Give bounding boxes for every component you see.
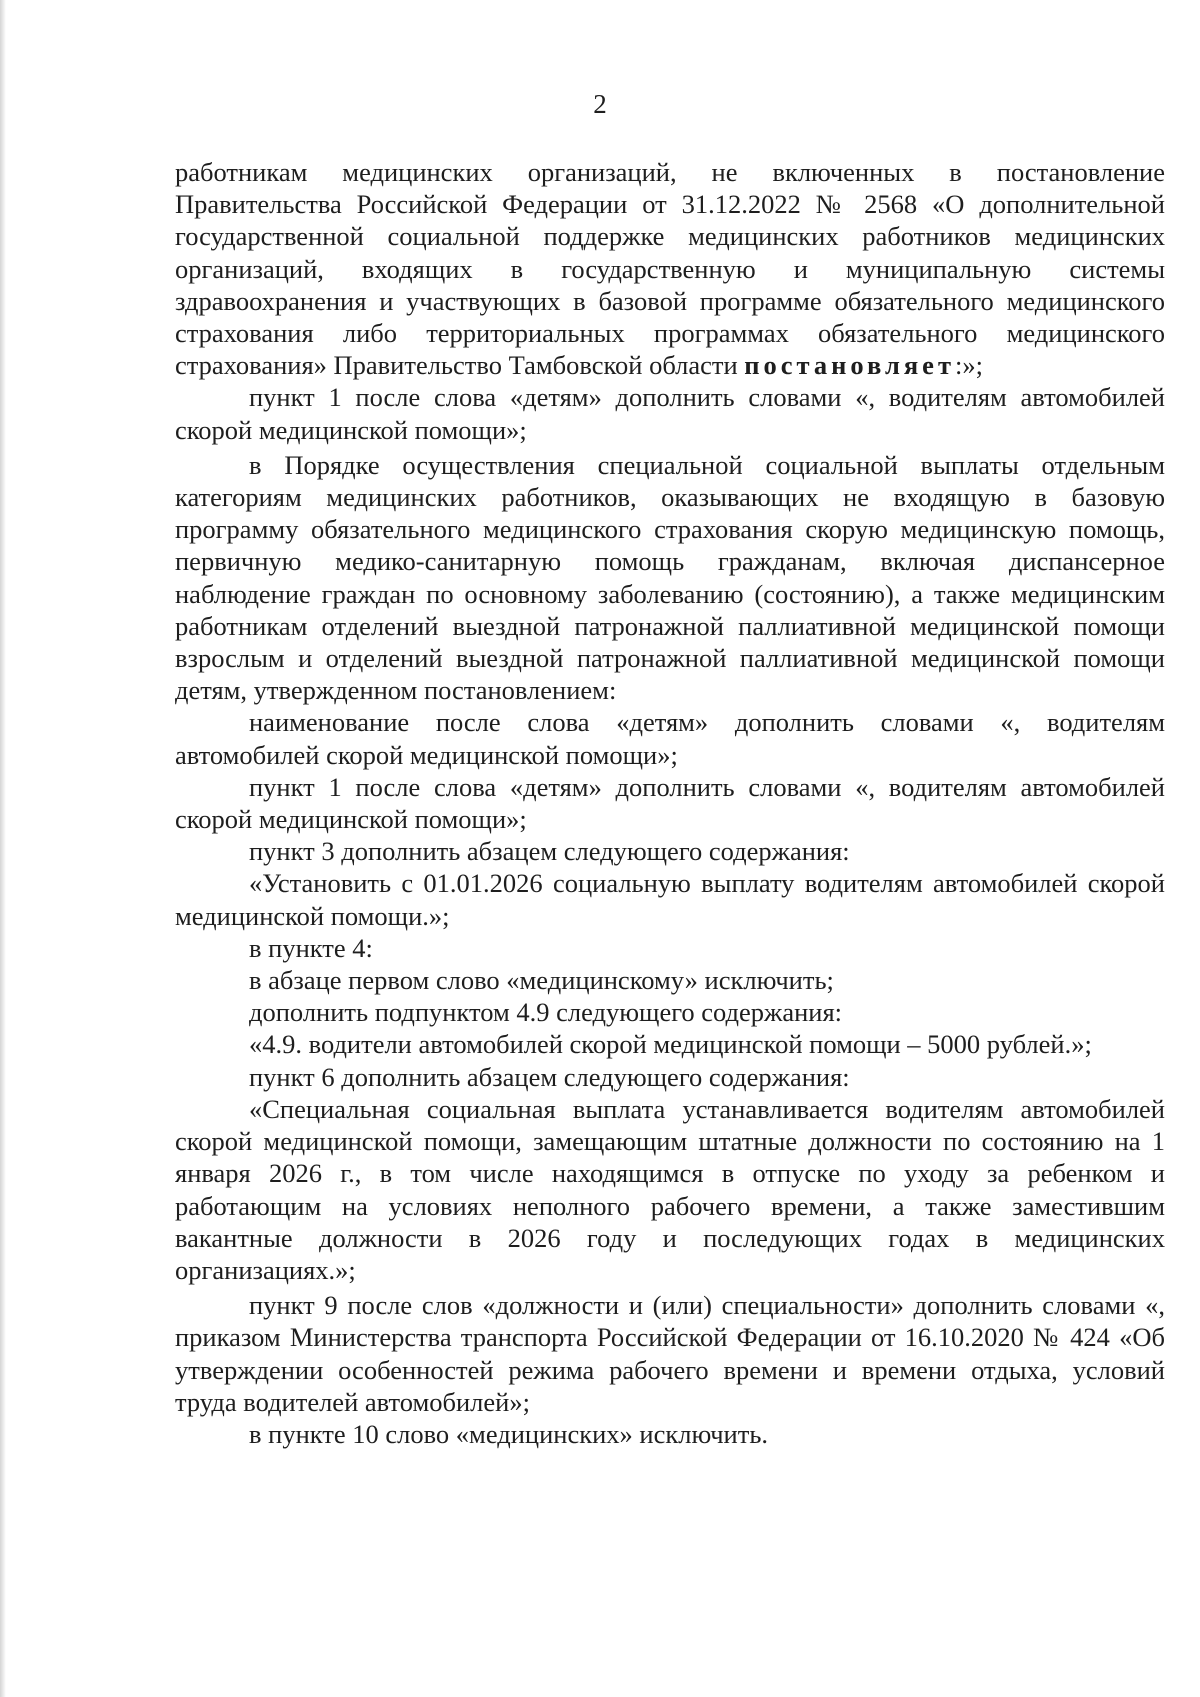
page-number: 2	[593, 89, 607, 119]
paragraph-text: работникам медицинских организаций, не включенных в постановление Правительства Российской Федерации от 31.12.2022 № 2568 «О дополнительной государственной социальной поддержке медицинских работников медицинских организаций, входящих в государственную и муниципальную системы здравоохранения и участвующих в базовой программе обязательного медицинского страхования либо территориальных программах обязательного медицинского страхования» Правительство Тамбовской области	[175, 157, 1165, 381]
paragraph: в пункте 4:	[249, 932, 373, 963]
paragraph: пункт 1 после слова «детям» дополнить словами «, водителям автомобилей скорой медицинской помощи»;	[175, 382, 1165, 445]
scan-edge	[0, 0, 6, 1697]
paragraph: дополнить подпунктом 4.9 следующего содержания:	[249, 997, 843, 1028]
paragraph-tail: :»;	[954, 350, 983, 381]
paragraph: в абзаце первом слово «медицинскому» исключить;	[249, 965, 834, 996]
paragraph: пункт 1 после слова «детям» дополнить словами «, водителям автомобилей скорой медицинской помощи»;	[175, 771, 1165, 835]
emphasized-word: постановляет	[744, 350, 955, 381]
paragraph: «Специальная социальная выплата устанавливается водителям автомобилей скорой медицинской помощи, замещающим штатные должности по состоянию на 1 января 2026 г., в том числе находящимся в отпуске по уходу за ребенком и работающим на условиях неполного рабочего времени, а также заместившим вакантные должности в 2026 году и последующих годах в медицинских организациях.»;	[175, 1093, 1165, 1285]
document-body	[175, 156, 1165, 1450]
paragraph: «Установить с 01.01.2026 социальную выплату водителям автомобилей скорой медицинской помощи.»;	[175, 868, 1165, 931]
paragraph-continued	[175, 156, 1165, 381]
paragraph: в Порядке осуществления специальной социальной выплаты отдельным категориям медицинских работников, оказывающих не входящую в базовую программу обязательного медицинского страхования скорую медицинскую помощь, первичную медико-санитарную помощь гражданам, включая диспансерное наблюдение граждан по основному заболеванию (состоянию), а также медицинским работникам отделений выездной патронажной паллиативной медицинской помощи взрослым и отделений выездной патронажной паллиативной медицинской помощи детям, утвержденном постановлением:	[175, 449, 1165, 706]
paragraph: пункт 6 дополнить абзацем следующего содержания:	[249, 1061, 850, 1092]
paragraph: «4.9. водители автомобилей скорой медицинской помощи – 5000 рублей.»;	[249, 1029, 1092, 1060]
paragraph: наименование после слова «детям» дополнить словами «, водителям автомобилей скорой медицинской помощи»;	[175, 707, 1165, 770]
paragraph: в пункте 10 слово «медицинских» исключить.	[249, 1418, 769, 1449]
paragraph: пункт 9 после слов «должности и (или) специальности» дополнить словами «, приказом Министерства транспорта Российской Федерации от 16.10.2020 № 424 «Об утверждении особенностей режима рабочего времени и времени отдыха, условий труда водителей автомобилей»;	[175, 1290, 1165, 1417]
paragraph: пункт 3 дополнить абзацем следующего содержания:	[249, 836, 850, 867]
